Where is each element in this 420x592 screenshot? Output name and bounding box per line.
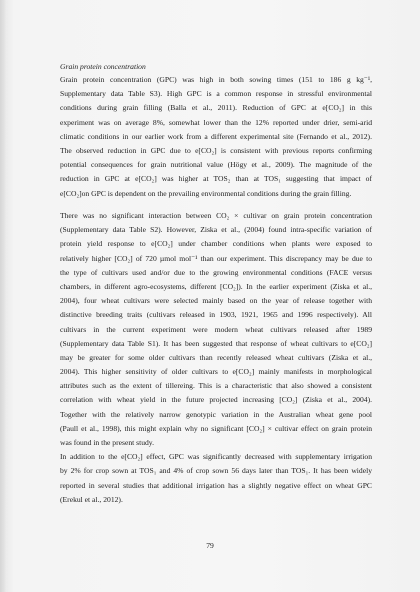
paragraph-line: by 2% for crop sown at TOS₁ and 4% of crop sown 56 days later than TOS₁. It has been widely: [60, 466, 372, 476]
paragraph-line: (Supplementary data Table S1). It has been suggested that response of wheat cultivars to e[CO₂]: [60, 338, 372, 348]
paragraph-line: (Supplementary data Table S2). However, Ziska et al., (2004) found intra-specific variation of: [60, 225, 372, 235]
paragraph-line: conditions during grain filling (Balla et al., 2011). Reduction of GPC at e[CO₂] in this: [60, 103, 372, 113]
paragraph-1: [60, 73, 372, 201]
paragraph-line: was found in the present study.: [60, 438, 154, 447]
paragraph-line: attributes such as the extent of tillereing. This is a characteristic that also showed a consistent: [60, 381, 372, 391]
paragraph-line: cultivars in the current experiment were modern wheat cultivars released after 1989: [60, 324, 372, 334]
paragraph-line: reported in several studies that additional irrigation has a slightly negative effect on wheat GPC: [60, 480, 372, 490]
paragraph-line: Grain protein concentration (GPC) was high in both sowing times (151 to 186 g kg⁻¹,: [60, 75, 372, 84]
paragraph-line: (Erekul et al., 2012).: [60, 494, 123, 504]
section-heading: Grain protein concentration: [60, 62, 146, 71]
paragraph-line: relatively higher [CO₂] of 720 µmol mol⁻¹ than our experiment. This discrepancy may be due to: [60, 253, 372, 263]
paragraph-line: 2004). This higher sensitivity of older cultivars to e[CO₂] mainly manifests in morphological: [60, 367, 372, 377]
paragraph-line: Together with the relatively narrow genotypic variation in the Australian wheat gene pool: [60, 409, 372, 419]
paragraph-line: chambers, in different agro-ecosystems, different [CO₂]). In the earlier experiment (Ziska et al.,: [60, 281, 372, 291]
paragraph-line: protein yield response to e[CO₂] under chamber conditions when plants were exposed to: [60, 239, 372, 249]
paragraph-line: may be greater for some older cultivars than recently released wheat cultivars (Ziska et al.,: [60, 352, 372, 362]
paragraph-line: climatic conditions in our earlier work from a different experimental site (Fernando et al., 2012).: [60, 131, 372, 141]
paragraph-line: e[CO₂]on GPC is dependent on the prevailing environmental conditions during the grain filling.: [60, 188, 352, 198]
paragraph-line: (Paull et al., 1998), this might explain why no significant [CO₂] × cultivar effect on grain protein: [60, 423, 372, 433]
paragraph-2: [60, 209, 372, 507]
paragraph-line: Supplementary data Table S3). High GPC is a common response in stressful environmental: [60, 89, 372, 99]
paragraph-line: In addition to the e[CO₂] effect, GPC was significantly decreased with supplementary irrigation: [60, 452, 372, 462]
page-number: 79: [206, 541, 214, 550]
paragraph-line: reduction in GPC at e[CO₂] was higher at TOS₂ than at TOS₁ suggesting that impact of: [60, 174, 372, 184]
paragraph-line: distinctive breeding traits (cultivars released in 1903, 1921, 1965 and 1996 respectively). All: [60, 310, 372, 320]
paragraph-line: The observed reduction in GPC due to e[CO₂] is consistent with previous reports confirming: [60, 145, 372, 155]
paragraph-line: experiment was on average 8%, somewhat lower than the 12% reported under drier, semi-arid: [60, 117, 372, 127]
paragraph-line: 2004), four wheat cultivars were selected mainly based on the year of release together with: [60, 296, 372, 306]
paragraph-line: There was no significant interaction between CO₂ × cultivar on grain protein concentration: [60, 211, 372, 220]
paragraph-line: the type of cultivars used and/or due to the growing environmental conditions (FACE versus: [60, 267, 372, 277]
paragraph-line: potential consequences for grain nutritional value (Högy et al., 2009). The magnitude of the: [60, 160, 372, 170]
paragraph-line: correlation with wheat yield in the future projected increasing [CO₂] (Ziska et al., 2004).: [60, 395, 372, 405]
page-edge-shadow: [0, 0, 6, 592]
